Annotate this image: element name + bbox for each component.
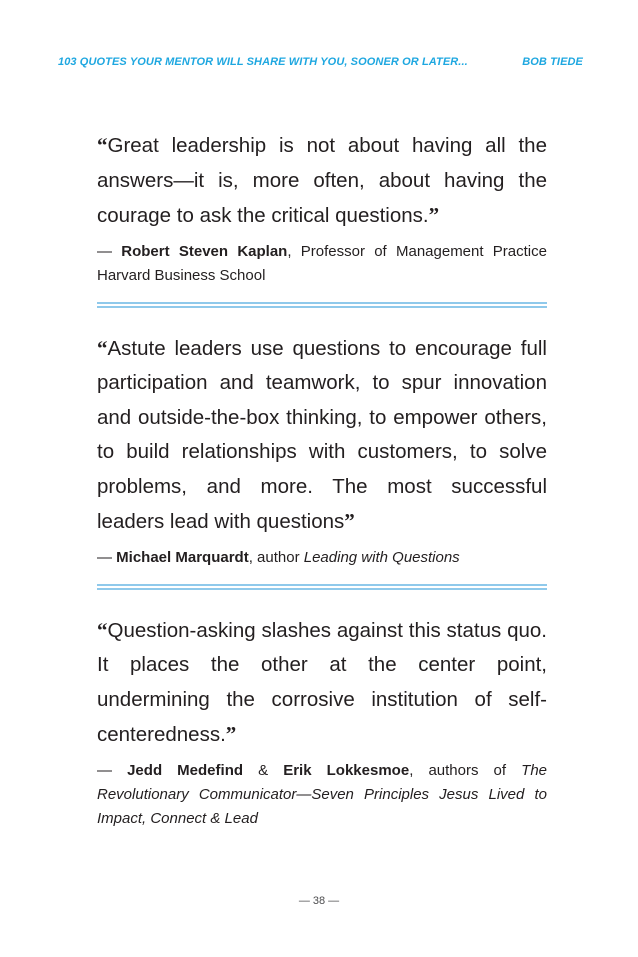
attribution-name: Jedd Medefind [127, 761, 244, 779]
open-quote-mark: “ [97, 133, 108, 157]
open-quote-mark: “ [97, 335, 108, 360]
open-quote-mark: “ [97, 617, 108, 642]
quote-text [97, 128, 547, 234]
attribution-name: Robert Steven Kaplan [121, 242, 288, 260]
attribution-and: & [243, 761, 284, 779]
close-quote-mark: ” [428, 203, 440, 227]
author-name: BOB TIEDE [522, 56, 583, 68]
quote-text [97, 613, 547, 753]
book-title-cited: The Revolutionary Communicator—Seven Principles Jesus Lived to Impact, Connect & Lead [97, 761, 548, 827]
attribution-dash: — [97, 761, 112, 779]
book-title-cited: Leading with Questions [303, 548, 460, 566]
quote-block [97, 128, 547, 288]
quote-body: Question-asking slashes against this status quo. It places the other at the center point, undermining the corrosive institution of self-centeredness. [97, 618, 547, 746]
attribution-prefix: , author [248, 548, 304, 566]
quote-attribution [97, 240, 547, 288]
attribution-dash: — [97, 242, 112, 260]
quote-text [97, 331, 547, 540]
page-number: — 38 — [298, 895, 340, 907]
attribution-name: Erik Lokkesmoe [283, 761, 410, 779]
quote-attribution [97, 546, 547, 570]
close-quote-mark: ” [344, 509, 355, 533]
quotes-column [97, 128, 547, 831]
attribution-name: Michael Marquardt [116, 548, 249, 566]
attribution-dash: — [97, 548, 112, 566]
book-title: 103 QUOTES YOUR MENTOR WILL SHARE WITH YOU, SOONER OR LATER... [58, 56, 468, 68]
attribution-detail: , Professor of Management Practice Harvard Business School [97, 242, 547, 284]
section-divider [97, 584, 547, 590]
quote-body: Great leadership is not about having all the answers—it is, more often, about having the courage to ask the critical questions. [97, 134, 547, 227]
quote-block [97, 331, 547, 570]
attribution-prefix: , authors of [409, 761, 522, 779]
quote-body: Astute leaders use questions to encourage full participation and teamwork, to spur innovation and outside-the-box thinking, to empower others, to build relationships with customers, to solve problems, and more. The most successful leaders lead with questions [97, 336, 547, 533]
section-divider [97, 302, 547, 308]
running-header [58, 56, 583, 68]
close-quote-mark: ” [225, 722, 237, 746]
quote-attribution [97, 759, 547, 831]
quote-block [97, 613, 547, 831]
